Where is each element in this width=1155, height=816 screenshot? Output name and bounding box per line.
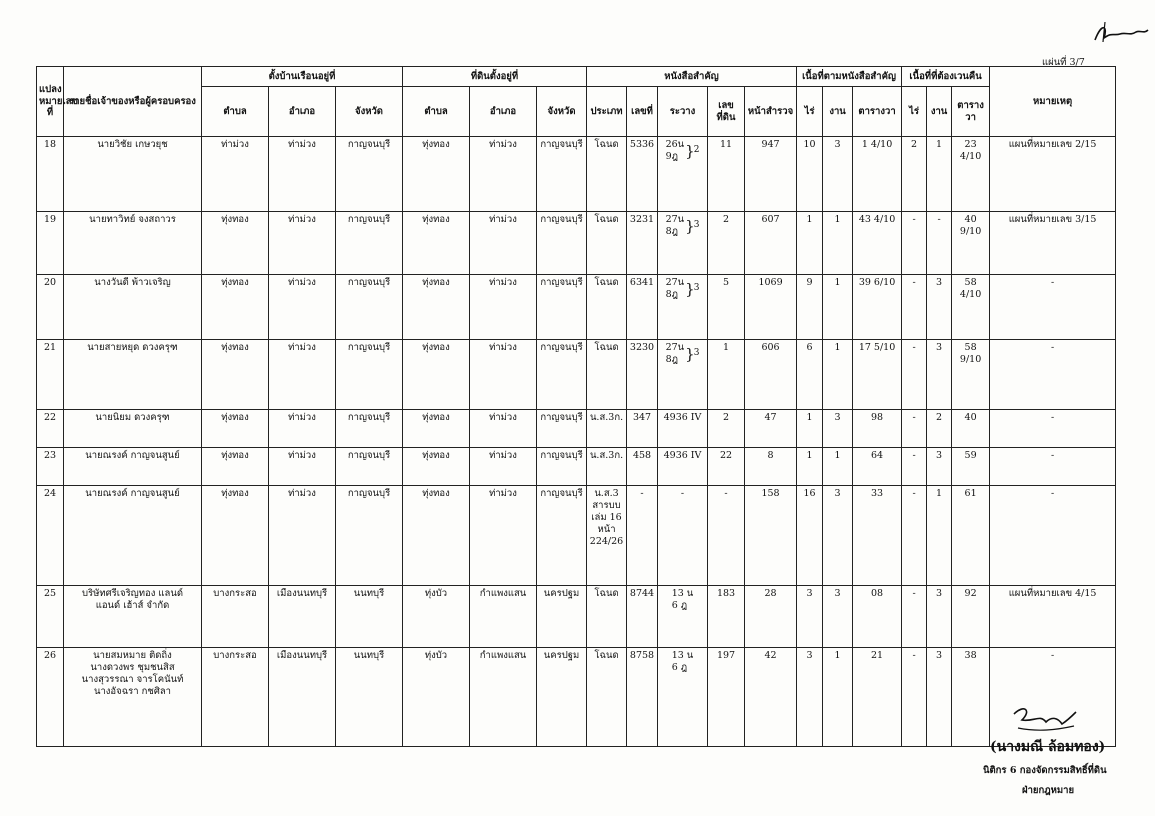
doc-type-cell bbox=[587, 648, 627, 747]
ngan-cell: 3 bbox=[823, 486, 853, 586]
rawang-cell bbox=[658, 448, 708, 486]
header-land-no: เลขที่ดิน bbox=[708, 87, 745, 137]
owner-cell bbox=[64, 137, 202, 212]
rawang-line: 13 น bbox=[671, 588, 694, 599]
rawang-lines bbox=[664, 412, 702, 424]
owner-cell bbox=[64, 486, 202, 586]
plot-no-cell: 21 bbox=[37, 340, 64, 410]
rawang-line: - bbox=[680, 488, 685, 499]
doc-type-cell bbox=[587, 486, 627, 586]
land-amphoe-cell: ท่าม่วง bbox=[470, 137, 537, 212]
rawang-lines bbox=[672, 650, 694, 674]
land-tambon-cell: ทุ่งทอง bbox=[403, 212, 470, 275]
remark-cell: - bbox=[990, 340, 1116, 410]
doc-type-cell-line: โฉนด bbox=[594, 214, 619, 225]
house-changwat-cell: กาญจนบุรี bbox=[336, 137, 403, 212]
header-rai: ไร่ bbox=[797, 87, 823, 137]
house-amphoe-cell: ท่าม่วง bbox=[269, 137, 336, 212]
house-changwat-cell: นนทบุรี bbox=[336, 586, 403, 648]
rawang-lines bbox=[666, 342, 685, 366]
land-changwat-cell: นครปฐม bbox=[537, 648, 587, 747]
survey-page-cell: 42 bbox=[745, 648, 797, 747]
plot-no-cell: 20 bbox=[37, 275, 64, 340]
owner-cell-line: นายนิยม ดวงครุฑ bbox=[95, 412, 170, 423]
rawang-line: 8ฎ bbox=[665, 225, 679, 237]
rawang-group-label: 3 bbox=[693, 348, 700, 359]
owner-cell-line: นางวันดี พ้าวเจริญ bbox=[94, 277, 171, 288]
plot-no-cell: 22 bbox=[37, 410, 64, 448]
owner-cell bbox=[64, 448, 202, 486]
sq-wa-cell: 39 6/10 bbox=[853, 275, 902, 340]
rawang-lines bbox=[672, 588, 694, 612]
house-amphoe-cell: ท่าม่วง bbox=[269, 275, 336, 340]
doc-type-cell-line: สารบบ bbox=[592, 499, 621, 511]
table-row bbox=[37, 586, 1116, 648]
rawang-line: 27น bbox=[665, 342, 685, 353]
exp-sq-wa-cell: 23 4/10 bbox=[952, 137, 990, 212]
land-tambon-cell: ทุ่งทอง bbox=[403, 448, 470, 486]
house-tambon-cell: ทุ่งทอง bbox=[202, 448, 269, 486]
sq-wa-cell: 98 bbox=[853, 410, 902, 448]
header-plot-no: แปลงหมายเลขที่ bbox=[37, 67, 64, 137]
exp-rai-cell: 2 bbox=[902, 137, 927, 212]
sq-wa-cell: 43 4/10 bbox=[853, 212, 902, 275]
doc-type-cell-line: น.ส.3ก. bbox=[589, 412, 624, 423]
table-row bbox=[37, 648, 1116, 747]
land-changwat-cell: นครปฐม bbox=[537, 586, 587, 648]
house-amphoe-cell: ท่าม่วง bbox=[269, 448, 336, 486]
rawang-line: 4936 IV bbox=[663, 412, 702, 423]
rawang-cell bbox=[658, 410, 708, 448]
rai-cell: 16 bbox=[797, 486, 823, 586]
rawang-lines bbox=[666, 277, 685, 301]
land-amphoe-cell: ท่าม่วง bbox=[470, 340, 537, 410]
doc-type-cell-line: เล่ม 16 bbox=[591, 511, 622, 523]
owner-cell-line: แอนด์ เฮ้าส์ จำกัด bbox=[95, 599, 170, 611]
house-tambon-cell: ทุ่งทอง bbox=[202, 275, 269, 340]
table-row bbox=[37, 486, 1116, 586]
doc-type-cell-line: โฉนด bbox=[594, 342, 619, 353]
land-tambon-cell: ทุ่งทอง bbox=[403, 137, 470, 212]
land-amphoe-cell: ท่าม่วง bbox=[470, 410, 537, 448]
house-changwat-cell: นนทบุรี bbox=[336, 648, 403, 747]
remark-cell: - bbox=[990, 486, 1116, 586]
doc-type-cell-line: โฉนด bbox=[594, 650, 619, 661]
table-row bbox=[37, 448, 1116, 486]
doc-no-cell: 6341 bbox=[627, 275, 658, 340]
house-tambon-cell: ทุ่งทอง bbox=[202, 212, 269, 275]
house-amphoe-cell: ท่าม่วง bbox=[269, 486, 336, 586]
doc-no-cell: 3230 bbox=[627, 340, 658, 410]
land-tambon-cell: ทุ่งทอง bbox=[403, 340, 470, 410]
table-row bbox=[37, 212, 1116, 275]
survey-page-cell: 8 bbox=[745, 448, 797, 486]
plot-no-cell: 25 bbox=[37, 586, 64, 648]
rawang-line: 27น bbox=[665, 277, 685, 288]
survey-page-cell: 158 bbox=[745, 486, 797, 586]
doc-type-cell-line: โฉนด bbox=[594, 139, 619, 150]
header-house-location: ตั้งบ้านเรือนอยู่ที่ bbox=[202, 67, 403, 87]
table-row bbox=[37, 340, 1116, 410]
land-amphoe-cell: ท่าม่วง bbox=[470, 486, 537, 586]
land-changwat-cell: กาญจนบุรี bbox=[537, 486, 587, 586]
land-changwat-cell: กาญจนบุรี bbox=[537, 137, 587, 212]
rawang-cell bbox=[658, 586, 708, 648]
rawang-lines bbox=[664, 450, 702, 462]
exp-rai-cell: - bbox=[902, 486, 927, 586]
owner-cell-line: นายสายหยุด ดวงครุฑ bbox=[87, 342, 178, 353]
rai-cell: 9 bbox=[797, 275, 823, 340]
rawang-cell bbox=[658, 137, 708, 212]
doc-no-cell: 347 bbox=[627, 410, 658, 448]
survey-page-cell: 1069 bbox=[745, 275, 797, 340]
ngan-cell: 3 bbox=[823, 410, 853, 448]
ngan-cell: 1 bbox=[823, 212, 853, 275]
doc-type-cell-line: หน้า 224/26 bbox=[589, 523, 624, 547]
house-tambon-cell: ทุ่งทอง bbox=[202, 410, 269, 448]
header-remark: หมายเหตุ bbox=[990, 67, 1116, 137]
ngan-cell: 1 bbox=[823, 275, 853, 340]
house-amphoe-cell: ท่าม่วง bbox=[269, 340, 336, 410]
ngan-cell: 1 bbox=[823, 448, 853, 486]
owner-cell-line: นายสมหมาย ติดถิ่ง bbox=[93, 650, 172, 661]
house-amphoe-cell: เมืองนนทบุรี bbox=[269, 648, 336, 747]
house-changwat-cell: กาญจนบุรี bbox=[336, 212, 403, 275]
house-tambon-cell: บางกระสอ bbox=[202, 648, 269, 747]
sq-wa-cell: 21 bbox=[853, 648, 902, 747]
land-amphoe-cell: ท่าม่วง bbox=[470, 275, 537, 340]
exp-sq-wa-cell: 92 bbox=[952, 586, 990, 648]
doc-type-cell bbox=[587, 410, 627, 448]
rai-cell: 1 bbox=[797, 410, 823, 448]
land-expropriation-table bbox=[36, 66, 1116, 747]
rawang-lines bbox=[681, 488, 684, 500]
sq-wa-cell: 08 bbox=[853, 586, 902, 648]
land-amphoe-cell: กำแพงแสน bbox=[470, 648, 537, 747]
exp-ngan-cell: 3 bbox=[927, 648, 952, 747]
house-changwat-cell: กาญจนบุรี bbox=[336, 275, 403, 340]
exp-ngan-cell: 3 bbox=[927, 275, 952, 340]
rawang-line: 6 ฎ bbox=[671, 599, 688, 611]
header-rawang: ระวาง bbox=[658, 87, 708, 137]
land-tambon-cell: ทุ่งทอง bbox=[403, 275, 470, 340]
header-doc-no: เลขที่ bbox=[627, 87, 658, 137]
owner-cell-line: นายณรงค์ กาญจนสูนย์ bbox=[85, 488, 180, 499]
rai-cell: 3 bbox=[797, 648, 823, 747]
ngan-cell: 1 bbox=[823, 340, 853, 410]
rai-cell: 10 bbox=[797, 137, 823, 212]
owner-cell-line: นายทาวิทย์ จงสถาวร bbox=[89, 214, 176, 225]
plot-no-cell: 19 bbox=[37, 212, 64, 275]
header-exp-sq-wa: ตารางวา bbox=[952, 87, 990, 137]
rawang-cell bbox=[658, 275, 708, 340]
owner-cell bbox=[64, 275, 202, 340]
exp-rai-cell: - bbox=[902, 648, 927, 747]
table-row bbox=[37, 275, 1116, 340]
remark-cell: แผนที่หมายเลข 3/15 bbox=[990, 212, 1116, 275]
rawang-cell bbox=[658, 648, 708, 747]
land-no-cell: 22 bbox=[708, 448, 745, 486]
exp-rai-cell: - bbox=[902, 275, 927, 340]
house-changwat-cell: กาญจนบุรี bbox=[336, 410, 403, 448]
owner-cell bbox=[64, 340, 202, 410]
land-tambon-cell: ทุ่งทอง bbox=[403, 486, 470, 586]
doc-type-cell-line: โฉนด bbox=[594, 588, 619, 599]
owner-cell bbox=[64, 410, 202, 448]
rawang-group-label: 3 bbox=[693, 283, 700, 294]
house-amphoe-cell: ท่าม่วง bbox=[269, 212, 336, 275]
house-tambon-cell: ทุ่งทอง bbox=[202, 486, 269, 586]
doc-type-cell bbox=[587, 212, 627, 275]
header-title-document: หนังสือสำคัญ bbox=[587, 67, 797, 87]
house-changwat-cell: กาญจนบุรี bbox=[336, 448, 403, 486]
header-sq-wa: ตารางวา bbox=[853, 87, 902, 137]
rawang-group-label: 3 bbox=[693, 220, 700, 231]
doc-no-cell: - bbox=[627, 486, 658, 586]
survey-page-cell: 947 bbox=[745, 137, 797, 212]
header-owner: รายชื่อเจ้าของหรือผู้ครอบครอง bbox=[64, 67, 202, 137]
remark-cell: - bbox=[990, 648, 1116, 747]
doc-type-cell bbox=[587, 275, 627, 340]
brace-mark: } bbox=[685, 344, 695, 363]
owner-cell-line: นางสุวรรณา จารโคนันท์ bbox=[81, 673, 184, 685]
exp-ngan-cell: 1 bbox=[927, 137, 952, 212]
land-no-cell: 2 bbox=[708, 410, 745, 448]
house-tambon-cell: ทุ่งทอง bbox=[202, 340, 269, 410]
header-ngan: งาน bbox=[823, 87, 853, 137]
plot-no-cell: 23 bbox=[37, 448, 64, 486]
exp-sq-wa-cell: 58 9/10 bbox=[952, 340, 990, 410]
header-land-tambon: ตำบล bbox=[403, 87, 470, 137]
doc-no-cell: 5336 bbox=[627, 137, 658, 212]
land-tambon-cell: ทุ่งทอง bbox=[403, 410, 470, 448]
survey-page-cell: 606 bbox=[745, 340, 797, 410]
land-amphoe-cell: ท่าม่วง bbox=[470, 212, 537, 275]
table-row bbox=[37, 410, 1116, 448]
doc-type-cell bbox=[587, 448, 627, 486]
header-land-amphoe: อำเภอ bbox=[470, 87, 537, 137]
owner-cell-line: นายณรงค์ กาญจนสูนย์ bbox=[85, 450, 180, 461]
header-land-location: ที่ดินตั้งอยู่ที่ bbox=[403, 67, 587, 87]
remark-cell: - bbox=[990, 410, 1116, 448]
plot-no-cell: 26 bbox=[37, 648, 64, 747]
house-tambon-cell: ท่าม่วง bbox=[202, 137, 269, 212]
exp-sq-wa-cell: 58 4/10 bbox=[952, 275, 990, 340]
header-exp-rai: ไร่ bbox=[902, 87, 927, 137]
plot-no-cell: 24 bbox=[37, 486, 64, 586]
exp-rai-cell: - bbox=[902, 448, 927, 486]
doc-no-cell: 8744 bbox=[627, 586, 658, 648]
land-tambon-cell: ทุ่งบัว bbox=[403, 586, 470, 648]
rawang-line: 8ฎ bbox=[665, 353, 679, 365]
rawang-line: 6 ฎ bbox=[671, 661, 688, 673]
doc-no-cell: 458 bbox=[627, 448, 658, 486]
house-changwat-cell: กาญจนบุรี bbox=[336, 340, 403, 410]
owner-cell bbox=[64, 586, 202, 648]
doc-type-cell bbox=[587, 137, 627, 212]
rawang-cell bbox=[658, 340, 708, 410]
rawang-line: 13 น bbox=[671, 650, 694, 661]
rawang-lines bbox=[666, 214, 685, 238]
header-land-changwat: จังหวัด bbox=[537, 87, 587, 137]
sq-wa-cell: 64 bbox=[853, 448, 902, 486]
rawang-cell bbox=[658, 212, 708, 275]
rawang-group-label: 2 bbox=[693, 145, 700, 156]
remark-cell: แผนที่หมายเลข 4/15 bbox=[990, 586, 1116, 648]
land-no-cell: 5 bbox=[708, 275, 745, 340]
header-house-tambon: ตำบล bbox=[202, 87, 269, 137]
ngan-cell: 1 bbox=[823, 648, 853, 747]
brace-mark: } bbox=[685, 216, 695, 235]
exp-sq-wa-cell: 40 bbox=[952, 410, 990, 448]
rawang-line: 9ฎ bbox=[665, 150, 679, 162]
land-no-cell: - bbox=[708, 486, 745, 586]
land-no-cell: 183 bbox=[708, 586, 745, 648]
exp-ngan-cell: 3 bbox=[927, 586, 952, 648]
land-changwat-cell: กาญจนบุรี bbox=[537, 448, 587, 486]
rai-cell: 1 bbox=[797, 212, 823, 275]
owner-cell-line: นายวิชัย เกษวยุช bbox=[97, 139, 168, 150]
survey-page-cell: 47 bbox=[745, 410, 797, 448]
sheet-number: แผ่นที่ 3/7 bbox=[1042, 57, 1085, 68]
exp-rai-cell: - bbox=[902, 410, 927, 448]
house-tambon-cell: บางกระสอ bbox=[202, 586, 269, 648]
land-no-cell: 11 bbox=[708, 137, 745, 212]
rawang-cell bbox=[658, 486, 708, 586]
doc-type-cell bbox=[587, 340, 627, 410]
rawang-lines bbox=[666, 139, 685, 163]
owner-cell-line: นางดวงพร ชุมชนสิส bbox=[90, 661, 175, 673]
owner-cell-line: บริษัทศรีเจริญทอง แลนด์ bbox=[81, 588, 184, 599]
ngan-cell: 3 bbox=[823, 586, 853, 648]
exp-sq-wa-cell: 59 bbox=[952, 448, 990, 486]
land-changwat-cell: กาญจนบุรี bbox=[537, 410, 587, 448]
table-row bbox=[37, 137, 1116, 212]
exp-rai-cell: - bbox=[902, 212, 927, 275]
survey-page-cell: 607 bbox=[745, 212, 797, 275]
rawang-line: 27น bbox=[665, 214, 685, 225]
rawang-line: 8ฎ bbox=[665, 288, 679, 300]
signatory-position: นิติกร 6 กองจัดกรรมสิทธิ์ที่ดิน bbox=[983, 765, 1107, 776]
exp-sq-wa-cell: 40 9/10 bbox=[952, 212, 990, 275]
exp-ngan-cell: 3 bbox=[927, 448, 952, 486]
exp-rai-cell: - bbox=[902, 340, 927, 410]
signatory-department: ฝ่ายกฎหมาย bbox=[1022, 785, 1075, 796]
land-amphoe-cell: กำแพงแสน bbox=[470, 586, 537, 648]
land-amphoe-cell: ท่าม่วง bbox=[470, 448, 537, 486]
exp-sq-wa-cell: 61 bbox=[952, 486, 990, 586]
rai-cell: 6 bbox=[797, 340, 823, 410]
signatory-name: (นางมณี ล้อมทอง) bbox=[990, 739, 1106, 755]
land-changwat-cell: กาญจนบุรี bbox=[537, 340, 587, 410]
plot-no-cell: 18 bbox=[37, 137, 64, 212]
survey-page-cell: 28 bbox=[745, 586, 797, 648]
header-area-per-document: เนื้อที่ตามหนังสือสำคัญ bbox=[797, 67, 902, 87]
header-exp-ngan: งาน bbox=[927, 87, 952, 137]
handwritten-initial-mark bbox=[1090, 18, 1150, 48]
sq-wa-cell: 17 5/10 bbox=[853, 340, 902, 410]
land-no-cell: 1 bbox=[708, 340, 745, 410]
house-amphoe-cell: ท่าม่วง bbox=[269, 410, 336, 448]
owner-cell bbox=[64, 648, 202, 747]
handwritten-signature bbox=[1010, 702, 1080, 734]
rawang-line: 4936 IV bbox=[663, 450, 702, 461]
land-no-cell: 2 bbox=[708, 212, 745, 275]
header-doc-type: ประเภท bbox=[587, 87, 627, 137]
exp-ngan-cell: - bbox=[927, 212, 952, 275]
land-tambon-cell: ทุ่งบัว bbox=[403, 648, 470, 747]
sq-wa-cell: 1 4/10 bbox=[853, 137, 902, 212]
doc-no-cell: 8758 bbox=[627, 648, 658, 747]
doc-no-cell: 3231 bbox=[627, 212, 658, 275]
header-house-changwat: จังหวัด bbox=[336, 87, 403, 137]
rawang-line: 26น bbox=[665, 139, 685, 150]
sq-wa-cell: 33 bbox=[853, 486, 902, 586]
land-changwat-cell: กาญจนบุรี bbox=[537, 275, 587, 340]
remark-cell: - bbox=[990, 275, 1116, 340]
land-no-cell: 197 bbox=[708, 648, 745, 747]
rai-cell: 3 bbox=[797, 586, 823, 648]
rai-cell: 1 bbox=[797, 448, 823, 486]
owner-cell-line: นางอัจฉรา กชศิลา bbox=[93, 685, 172, 697]
exp-ngan-cell: 3 bbox=[927, 340, 952, 410]
brace-mark: } bbox=[685, 141, 695, 160]
doc-type-cell-line: น.ส.3 bbox=[594, 488, 619, 499]
header-expropriated-area: เนื้อที่ที่ต้องเวนคืน bbox=[902, 67, 990, 87]
house-amphoe-cell: เมืองนนทบุรี bbox=[269, 586, 336, 648]
header-survey-page: หน้าสำรวจ bbox=[745, 87, 797, 137]
doc-type-cell bbox=[587, 586, 627, 648]
remark-cell: - bbox=[990, 448, 1116, 486]
exp-rai-cell: - bbox=[902, 586, 927, 648]
exp-ngan-cell: 2 bbox=[927, 410, 952, 448]
exp-ngan-cell: 1 bbox=[927, 486, 952, 586]
ngan-cell: 3 bbox=[823, 137, 853, 212]
owner-cell bbox=[64, 212, 202, 275]
exp-sq-wa-cell: 38 bbox=[952, 648, 990, 747]
house-changwat-cell: กาญจนบุรี bbox=[336, 486, 403, 586]
doc-type-cell-line: โฉนด bbox=[594, 277, 619, 288]
doc-type-cell-line: น.ส.3ก. bbox=[589, 450, 624, 461]
header-house-amphoe: อำเภอ bbox=[269, 87, 336, 137]
land-changwat-cell: กาญจนบุรี bbox=[537, 212, 587, 275]
brace-mark: } bbox=[685, 279, 695, 298]
remark-cell: แผนที่หมายเลข 2/15 bbox=[990, 137, 1116, 212]
